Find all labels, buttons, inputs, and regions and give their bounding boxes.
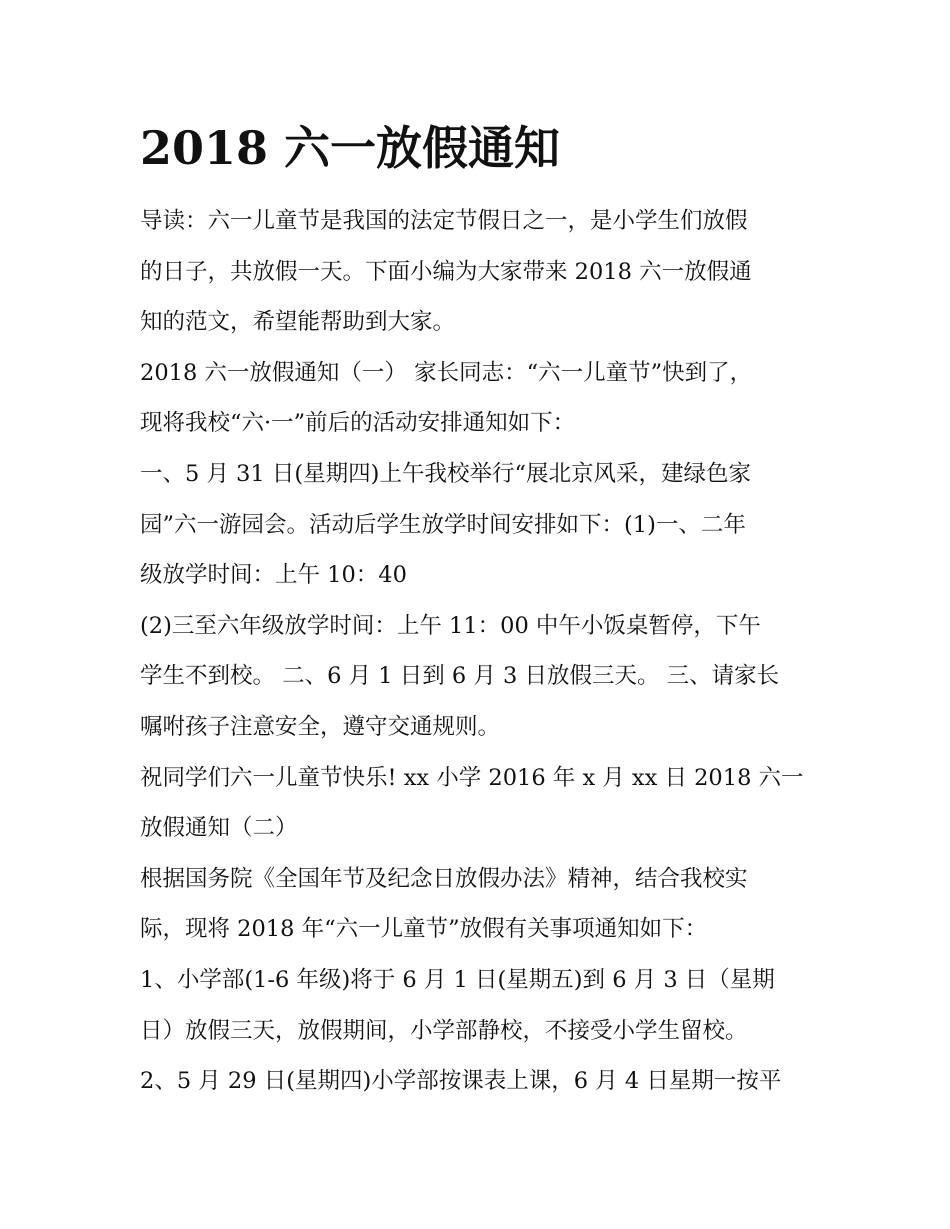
body-line: 祝同学们六一儿童节快乐! xx 小学 2016 年 x 月 xx 日 2018 六一 [140,764,804,791]
body-line: 根据国务院《全国年节及纪念日放假办法》精神，结合我校实 [140,865,748,892]
body-line: 放假通知（二） [140,815,298,842]
body-line: 2018 六一放假通知（一） 家长同志：“六一儿童节”快到了， [140,359,753,386]
body-line: 际，现将 2018 年“六一儿童节”放假有关事项通知如下： [140,916,708,943]
document-body [140,196,820,1107]
body-line: 日）放假三天，放假期间，小学部静校，不接受小学生留校。 [140,1017,748,1044]
body-line: 1、小学部(1-6 年级)将于 6 月 1 日(星期五)到 6 月 3 日（星期 [140,966,775,993]
body-line: 2、5 月 29 日(星期四)小学部按课表上课，6 月 4 日星期一按平 [140,1068,782,1095]
body-line: 学生不到校。 二、6 月 1 日到 6 月 3 日放假三天。 三、请家长 [140,663,780,690]
body-line: 园”六一游园会。活动后学生放学时间安排如下：(1)一、二年 [140,511,746,538]
body-line: 级放学时间：上午 10：40 [140,562,407,589]
body-line: 嘱咐孩子注意安全，遵守交通规则。 [140,713,501,740]
body-line: 导读：六一儿童节是我国的法定节假日之一，是小学生们放假 [140,208,748,234]
body-line: (2)三至六年级放学时间：上午 11：00 中午小饭桌暂停，下午 [140,612,761,639]
body-line: 现将我校“六·一”前后的活动安排通知如下： [140,410,576,437]
document-title: 2018 六一放假通知 [140,121,561,175]
body-line: 的日子，共放假一天。下面小编为大家带来 2018 六一放假通 [140,258,752,285]
body-line: 知的范文，希望能帮助到大家。 [140,309,456,336]
body-line: 一、5 月 31 日(星期四)上午我校举行“展北京风采，建绿色家 [140,460,751,487]
